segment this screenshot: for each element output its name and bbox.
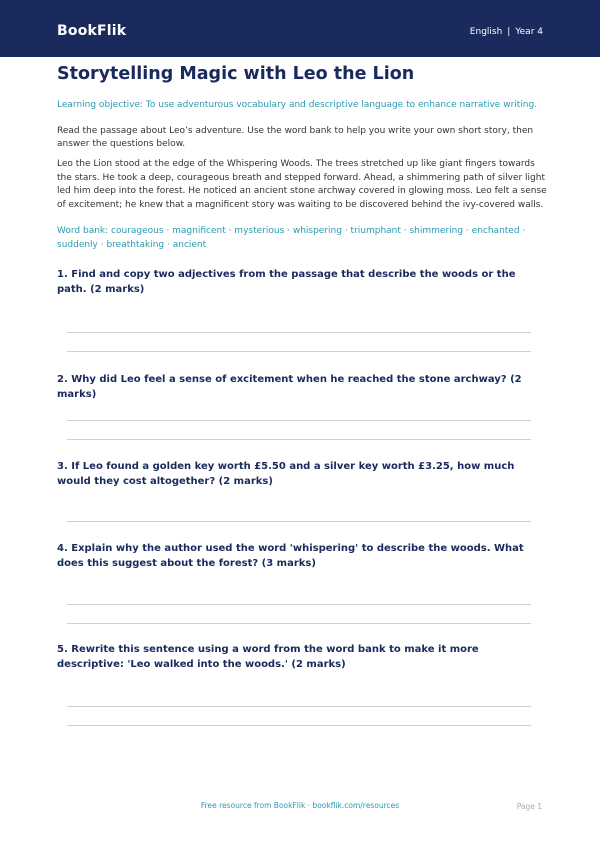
meta-separator: |: [507, 27, 511, 37]
story-passage: Leo the Lion stood at the edge of the Whispering Woods. The trees stretched up like giant fingers towards the stars. He took a deep, courageous breath and stepped forward. Ahead, a shimmering path of silver light led him deep into the forest. He noticed an ancient stone archway covered in glowing moss. Leo felt a sense of excitement; he knew that a magnificent story was waiting to be discovered behind the ivy-covered walls.: [57, 159, 547, 210]
question-5: 5. Rewrite this sentence using a word from the word bank to make it more descriptive: 'Leo walked into the woods.' (2 marks): [57, 644, 479, 670]
header-meta: [470, 27, 543, 37]
answer-line[interactable]: [67, 332, 531, 333]
question-1: 1. Find and copy two adjectives from the passage that describe the woods or the path. (2 marks): [57, 269, 516, 295]
question-2: 2. Why did Leo feel a sense of excitement when he reached the stone archway? (2 marks): [57, 374, 522, 400]
year-label: Year 4: [515, 27, 543, 37]
answer-line[interactable]: [67, 420, 531, 421]
page-number: Page 1: [516, 802, 542, 811]
instructions: Read the passage about Leo’s adventure. Use the word bank to help you write your own short story, then answer the questions below.: [57, 126, 534, 149]
footer-link[interactable]: Free resource from BookFlik · bookflik.com/resources: [200, 801, 400, 810]
subject-label: English: [469, 27, 503, 37]
page-header: [0, 0, 600, 57]
answer-line[interactable]: [67, 439, 531, 440]
answer-line[interactable]: [67, 623, 531, 624]
answer-line[interactable]: [67, 725, 531, 726]
question-3: 3. If Leo found a golden key worth £5.50 and a silver key worth £3.25, how much would they cost altogether? (2 marks): [57, 461, 515, 487]
word-bank: Word bank: courageous · magnificent · mysterious · whispering · triumphant · shimmering · enchanted · suddenly · breathtaking · ancient: [57, 226, 526, 250]
question-4: 4. Explain why the author used the word 'whispering' to describe the woods. What does this suggest about the forest? (3 marks): [57, 543, 524, 569]
answer-line[interactable]: [67, 706, 531, 707]
learning-objective: Learning objective: To use adventurous vocabulary and descriptive language to enhance narrative writing.: [57, 100, 538, 110]
page-title: Storytelling Magic with Leo the Lion: [57, 64, 415, 84]
answer-line[interactable]: [67, 351, 531, 352]
answer-line[interactable]: [67, 521, 531, 522]
brand-logo[interactable]: BookFlik: [57, 23, 127, 39]
answer-line[interactable]: [67, 604, 531, 605]
